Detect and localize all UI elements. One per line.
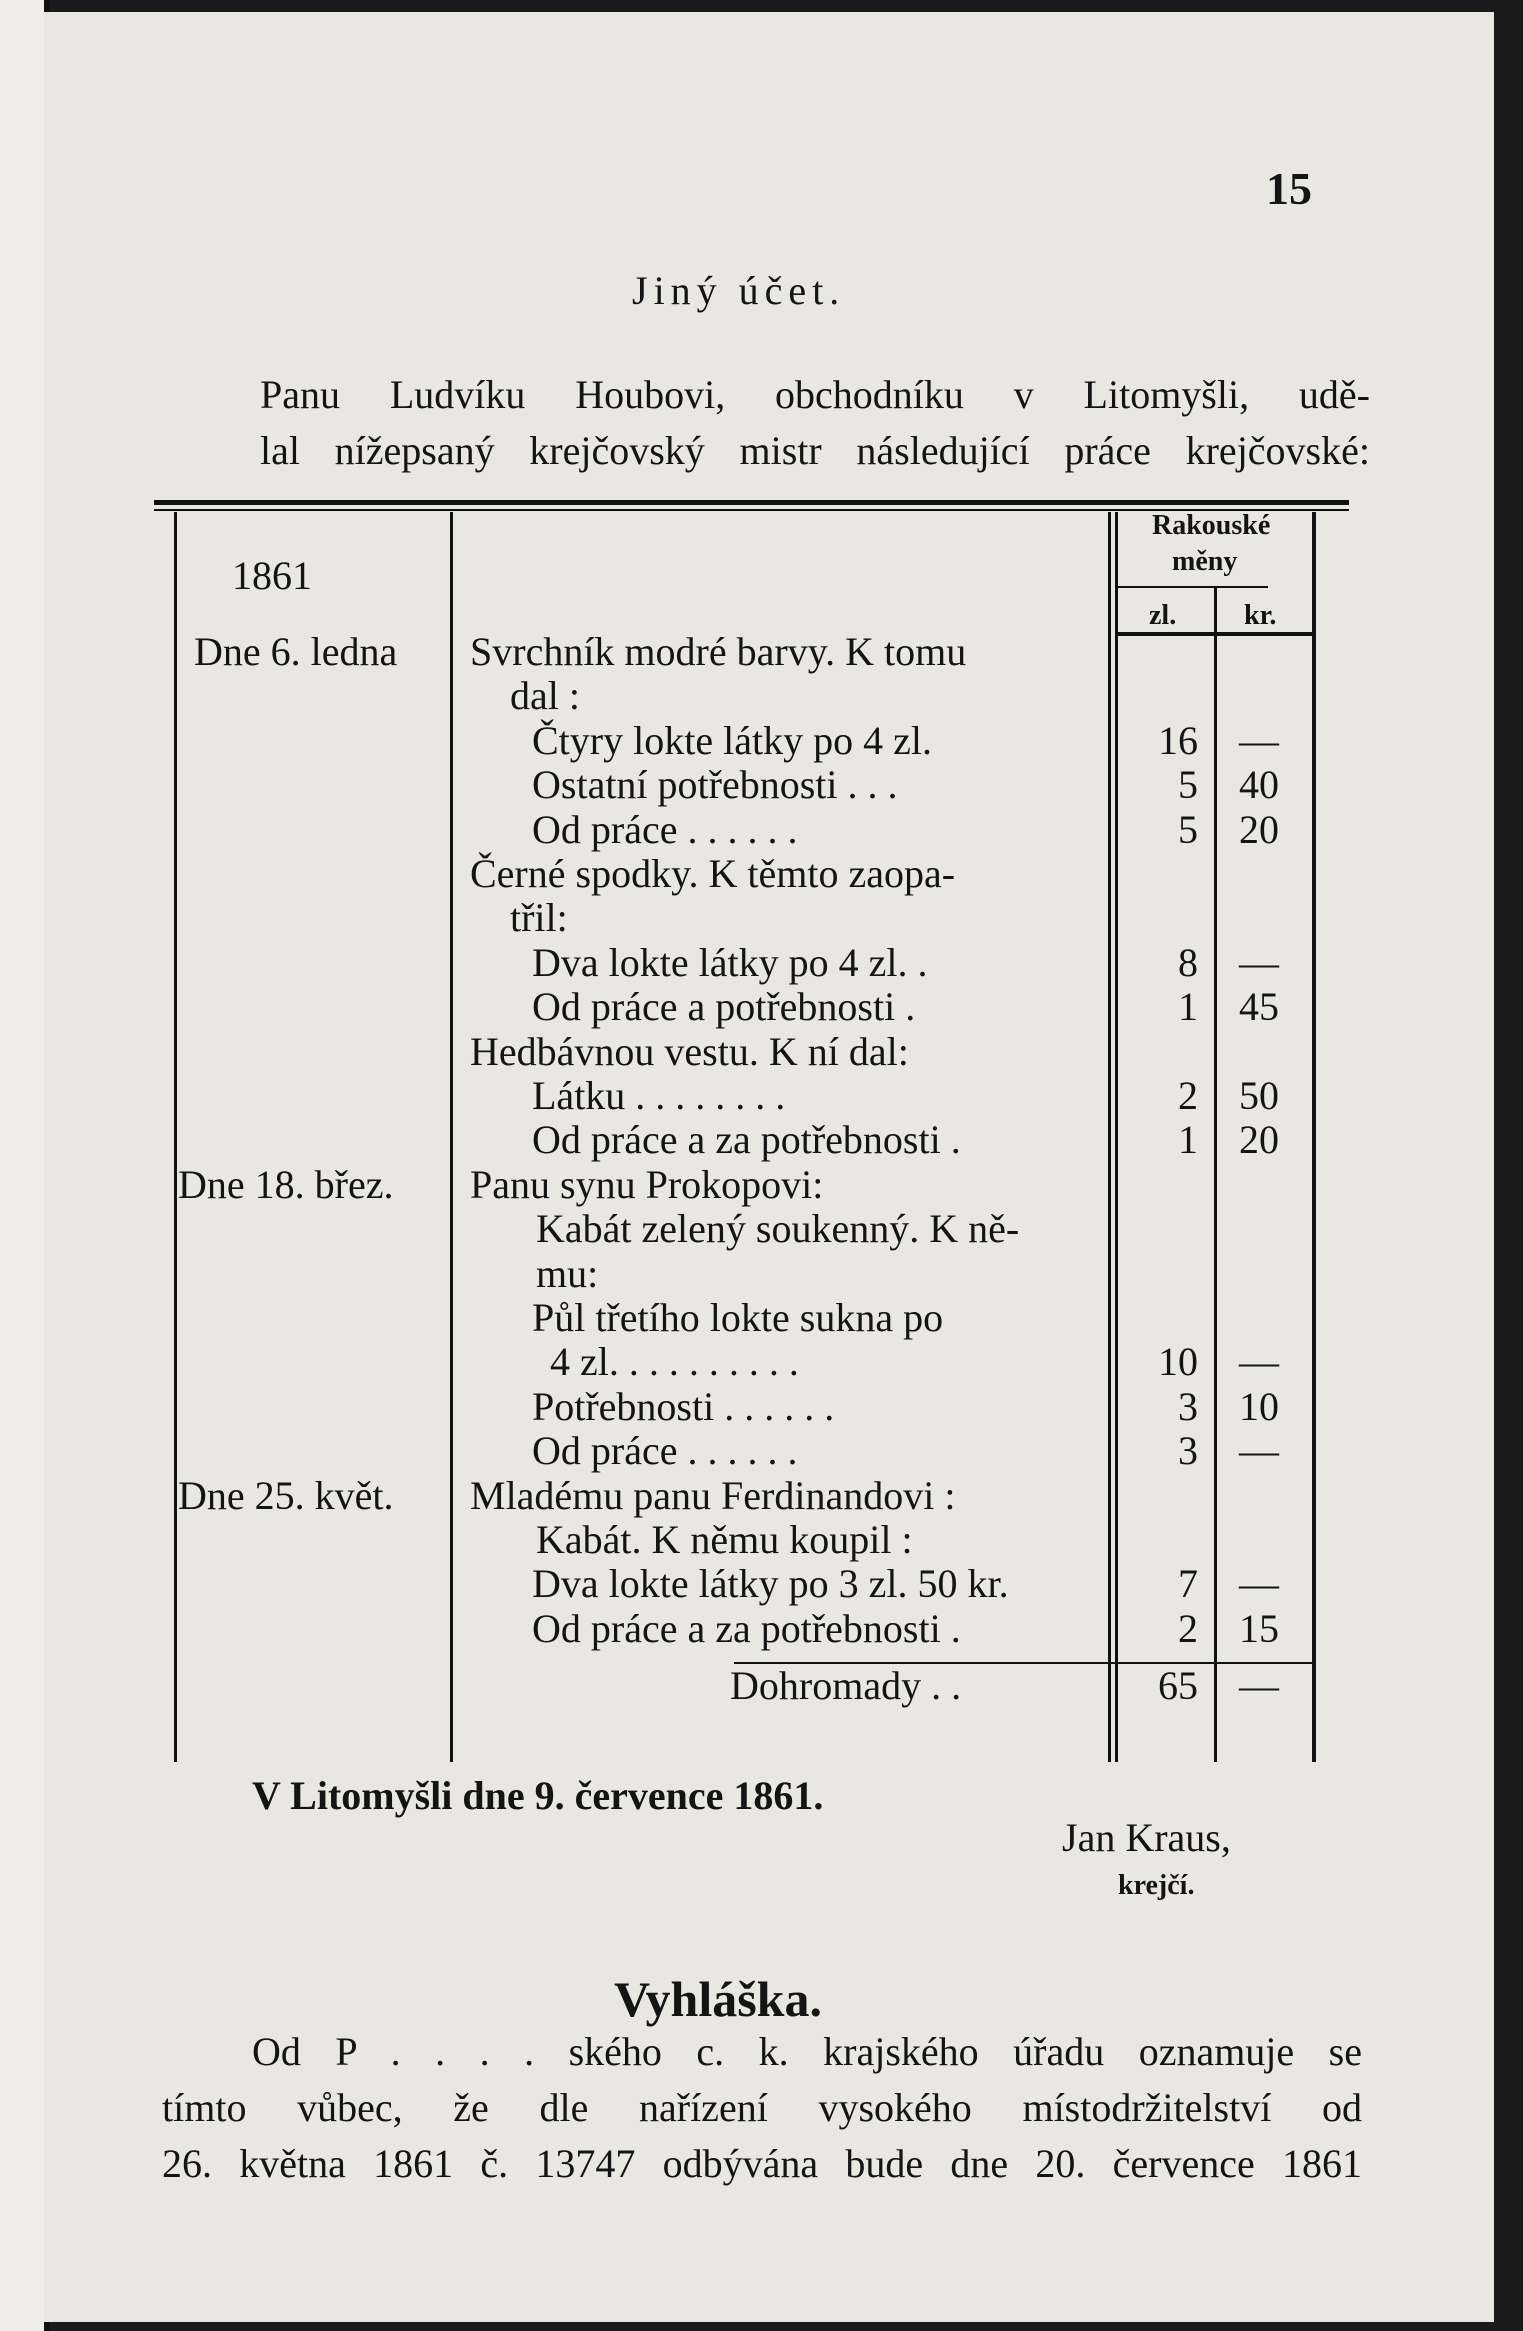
entry-date: Dne 6. ledna	[194, 629, 398, 674]
amount-column-left-border	[1108, 512, 1111, 1762]
entry-date: Dne 25. květ.	[178, 1472, 394, 1518]
notice-paragraph	[162, 2024, 1362, 2192]
intro-line: lal nížepsaný krejčovský mistr následující práce krejčovské:	[260, 428, 1370, 473]
entry-description: Ostatní potřebnosti . . .	[532, 762, 898, 808]
book-spine	[0, 0, 44, 2331]
currency-header: Rakouské	[1152, 510, 1271, 541]
intro-line: Panu Ludvíku Houbovi, obchodníku v Litomyšli, udě-	[260, 372, 1370, 417]
section-heading: Jiný účet.	[632, 268, 846, 313]
entry-description: Od práce . . . . . .	[532, 806, 798, 852]
entry-description: Dva lokte látky po 3 zl. 50 kr.	[532, 1561, 1009, 1607]
entry-date: Dne 18. břez.	[178, 1161, 394, 1207]
intro-paragraph	[260, 367, 1370, 479]
amount-kr: —	[1239, 717, 1279, 763]
notice-title: Vyhláška.	[614, 1971, 822, 2027]
amount-zl: 5	[1178, 762, 1198, 808]
total-label: Dohromady . .	[730, 1663, 962, 1708]
amount-kr: 45	[1239, 984, 1279, 1030]
document-page	[44, 12, 1494, 2322]
amount-zl: 2	[1178, 1605, 1198, 1651]
entry-description: Potřebnosti . . . . . .	[532, 1383, 835, 1429]
signature-name: Jan Kraus,	[1062, 1815, 1231, 1860]
amount-kr: —	[1239, 1561, 1279, 1607]
place-date: V Litomyšli dne 9. července 1861.	[252, 1773, 824, 1818]
entry-description: Od práce . . . . . .	[532, 1428, 798, 1474]
amount-zl: 2	[1178, 1073, 1198, 1118]
entry-description: Svrchník modré barvy. K tomu	[470, 629, 967, 674]
entry-description: Kabát. K němu koupil :	[536, 1517, 913, 1562]
currency-header: měny	[1172, 546, 1238, 577]
amount-kr: 50	[1239, 1073, 1279, 1118]
amount-kr: 40	[1239, 762, 1279, 808]
entry-description: Mladému panu Ferdinandovi :	[470, 1472, 956, 1518]
table-top-rule	[154, 500, 1349, 505]
entry-description: 4 zl. . . . . . . . . .	[550, 1339, 799, 1385]
amount-zl: 5	[1178, 806, 1198, 852]
date-column-divider	[450, 512, 453, 1762]
zl-kr-divider	[1214, 587, 1217, 1762]
notice-line: Od P . . . . ského c. k. krajského úřadu oznamuje se	[252, 2029, 1362, 2074]
entry-description: Od práce a za potřebnosti .	[532, 1605, 961, 1651]
amount-zl: 1	[1178, 984, 1198, 1030]
signature-role: krejčí.	[1118, 1870, 1195, 1901]
amount-zl: 7	[1178, 1561, 1198, 1607]
amount-zl: 16	[1158, 717, 1198, 763]
entry-description: třil:	[510, 895, 568, 941]
column-header-kr: kr.	[1244, 600, 1277, 631]
total-kr: —	[1239, 1663, 1279, 1708]
amount-kr: 20	[1239, 806, 1279, 852]
entry-description: Kabát zelený soukenný. K ně-	[536, 1206, 1020, 1252]
entry-description: dal :	[510, 673, 580, 719]
amount-zl: 8	[1178, 939, 1198, 985]
amount-zl: 1	[1178, 1117, 1198, 1163]
amount-kr: 20	[1239, 1117, 1279, 1163]
amount-kr: 15	[1239, 1605, 1279, 1651]
units-header-rule	[1118, 632, 1312, 636]
entry-description: Od práce a za potřebnosti .	[532, 1117, 961, 1163]
entry-description: Půl třetího lokte sukna po	[532, 1295, 944, 1340]
entry-description: Panu synu Prokopovi:	[470, 1161, 824, 1207]
entry-description: Dva lokte látky po 4 zl. .	[532, 939, 928, 985]
table-right-border	[1312, 512, 1316, 1762]
currency-header-rule	[1118, 586, 1268, 588]
amount-kr: —	[1239, 1339, 1279, 1385]
total-zl: 65	[1158, 1663, 1198, 1708]
entry-description: Od práce a potřebnosti .	[532, 984, 916, 1030]
amount-kr: 10	[1239, 1383, 1279, 1429]
table-year: 1861	[232, 553, 312, 598]
column-header-zl: zl.	[1149, 600, 1177, 631]
entry-description: Látku . . . . . . . .	[532, 1073, 786, 1118]
entry-description: Čtyry lokte látky po 4 zl.	[532, 717, 932, 763]
amount-zl: 3	[1178, 1383, 1198, 1429]
entry-description: Černé spodky. K těmto zaopa-	[470, 851, 956, 896]
table-left-border	[174, 512, 177, 1762]
notice-line: 26. května 1861 č. 13747 odbývána bude dne 20. července 1861	[162, 2141, 1362, 2186]
amount-zl: 3	[1178, 1428, 1198, 1474]
entry-description: mu:	[536, 1250, 599, 1296]
notice-line: tímto vůbec, že dle nařízení vysokého místodržitelství od	[162, 2085, 1362, 2130]
amount-kr: —	[1239, 939, 1279, 985]
entry-description: Hedbávnou vestu. K ní dal:	[470, 1028, 909, 1074]
amount-zl: 10	[1158, 1339, 1198, 1385]
page-number: 15	[1266, 163, 1312, 214]
amount-kr: —	[1239, 1428, 1279, 1474]
